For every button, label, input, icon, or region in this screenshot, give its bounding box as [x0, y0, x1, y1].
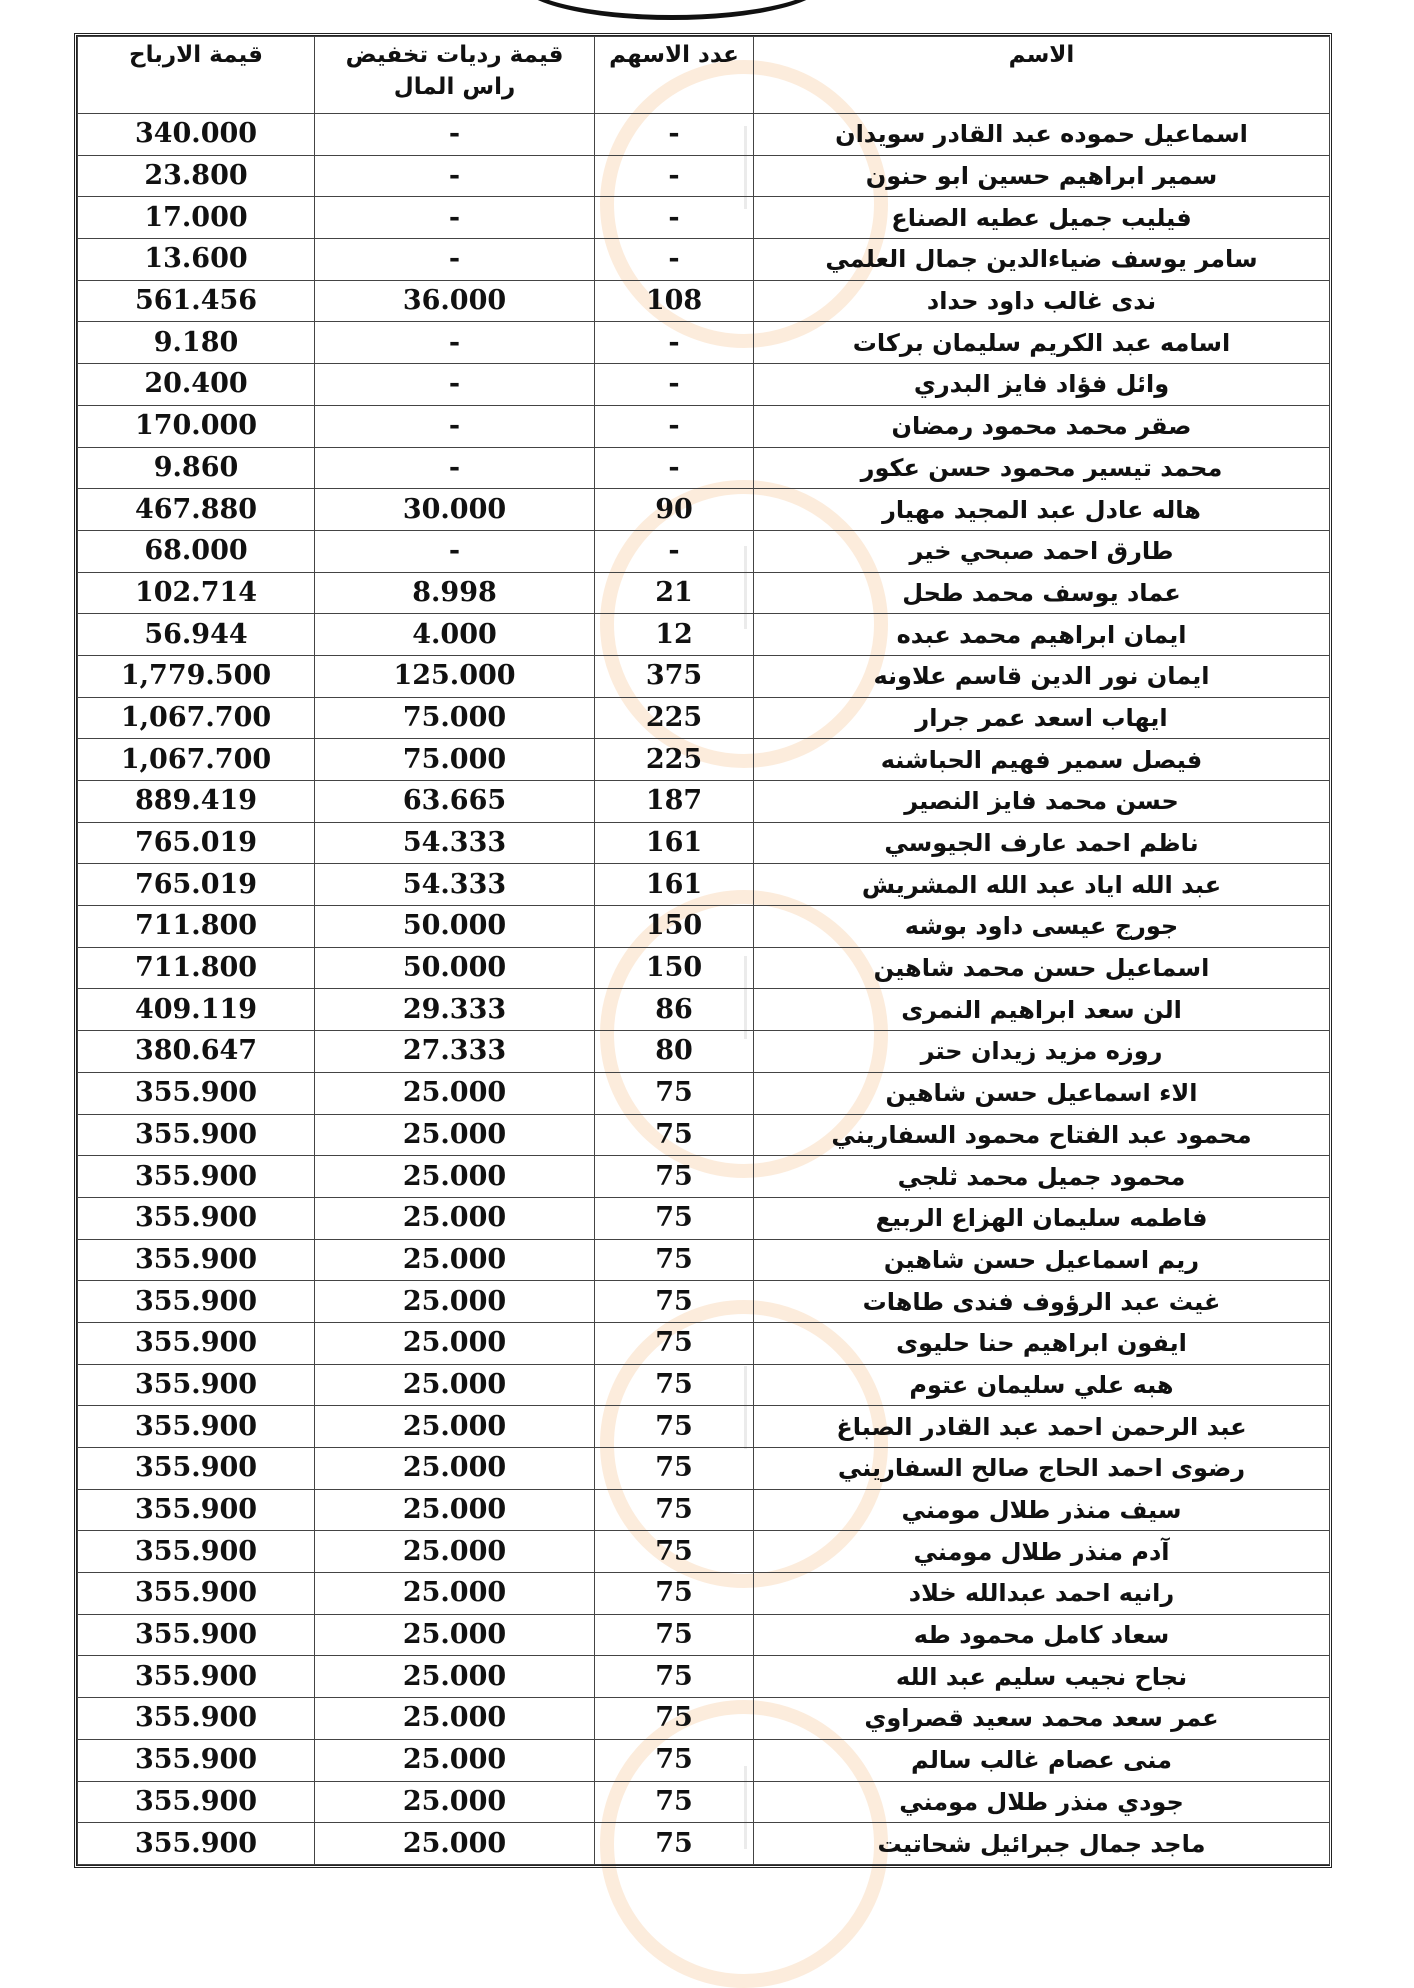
table-row — [78, 1114, 1330, 1156]
cell-shares: 187 — [595, 781, 754, 823]
cell-profit: 355.900 — [78, 1197, 315, 1239]
cell-refund: 25.000 — [315, 1114, 595, 1156]
cell-name: فاطمه سليمان الهزاع الربيع — [754, 1197, 1330, 1239]
cell-name: طارق احمد صبحي خير — [754, 530, 1330, 572]
cell-name: سمير ابراهيم حسين ابو حنون — [754, 155, 1330, 197]
cell-shares: - — [595, 405, 754, 447]
cell-shares: 75 — [595, 1322, 754, 1364]
cell-shares: 75 — [595, 1531, 754, 1573]
cell-refund: 50.000 — [315, 947, 595, 989]
table-row — [78, 1197, 1330, 1239]
table-row — [78, 697, 1330, 739]
cell-refund: 27.333 — [315, 1031, 595, 1073]
cell-refund: 36.000 — [315, 280, 595, 322]
cell-shares: 225 — [595, 697, 754, 739]
cell-refund: 8.998 — [315, 572, 595, 614]
cell-profit: 17.000 — [78, 197, 315, 239]
cell-profit: 355.900 — [78, 1114, 315, 1156]
table-row — [78, 1489, 1330, 1531]
cell-shares: - — [595, 364, 754, 406]
cell-profit: 355.900 — [78, 1614, 315, 1656]
cell-name: غيث عبد الرؤوف فندى طاهات — [754, 1281, 1330, 1323]
cell-refund: 75.000 — [315, 697, 595, 739]
cell-name: الاء اسماعيل حسن شاهين — [754, 1072, 1330, 1114]
cell-profit: 467.880 — [78, 489, 315, 531]
cell-shares: 75 — [595, 1281, 754, 1323]
cell-refund: 54.333 — [315, 864, 595, 906]
cell-shares: 75 — [595, 1448, 754, 1490]
table-row — [78, 1531, 1330, 1573]
cell-refund: 25.000 — [315, 1698, 595, 1740]
cell-profit: 1,779.500 — [78, 655, 315, 697]
cell-profit: 56.944 — [78, 614, 315, 656]
cell-profit: 1,067.700 — [78, 739, 315, 781]
cell-shares: 75 — [595, 1364, 754, 1406]
cell-refund: 25.000 — [315, 1739, 595, 1781]
cell-profit: 355.900 — [78, 1239, 315, 1281]
cell-name: فيصل سمير فهيم الحباشنه — [754, 739, 1330, 781]
cell-name: جورج عيسى داود بوشه — [754, 906, 1330, 948]
cell-shares: 108 — [595, 280, 754, 322]
table-row — [78, 1739, 1330, 1781]
table-row — [78, 614, 1330, 656]
header-refund: قيمة رديات تخفيض راس المال — [315, 37, 595, 114]
cell-name: ايفون ابراهيم حنا حليوى — [754, 1322, 1330, 1364]
cell-name: منى عصام غالب سالم — [754, 1739, 1330, 1781]
cell-shares: 75 — [595, 1114, 754, 1156]
cell-name: هبه علي سليمان عتوم — [754, 1364, 1330, 1406]
cell-refund: 63.665 — [315, 781, 595, 823]
cell-name: عمر سعد محمد سعيد قصراوي — [754, 1698, 1330, 1740]
table-row — [78, 1406, 1330, 1448]
cell-name: جودي منذر طلال مومني — [754, 1781, 1330, 1823]
cell-shares: 75 — [595, 1823, 754, 1865]
table-row — [78, 739, 1330, 781]
cell-refund: - — [315, 530, 595, 572]
table-row — [78, 947, 1330, 989]
cell-shares: 161 — [595, 864, 754, 906]
cell-name: محمود جميل محمد ثلجي — [754, 1156, 1330, 1198]
cell-profit: 889.419 — [78, 781, 315, 823]
cell-name: سامر يوسف ضياءالدين جمال العلمي — [754, 239, 1330, 281]
cell-profit: 340.000 — [78, 114, 315, 156]
cell-name: ناظم احمد عارف الجيوسي — [754, 822, 1330, 864]
cell-name: سعاد كامل محمود طه — [754, 1614, 1330, 1656]
cell-name: سيف منذر طلال مومني — [754, 1489, 1330, 1531]
cell-profit: 355.900 — [78, 1656, 315, 1698]
shareholders-table — [77, 36, 1330, 1865]
cell-name: الن سعد ابراهيم النمرى — [754, 989, 1330, 1031]
cell-name: هاله عادل عبد المجيد مهيار — [754, 489, 1330, 531]
cell-shares: 75 — [595, 1406, 754, 1448]
cell-refund: 25.000 — [315, 1156, 595, 1198]
cell-profit: 68.000 — [78, 530, 315, 572]
cell-refund: 25.000 — [315, 1448, 595, 1490]
cell-name: صقر محمد محمود رمضان — [754, 405, 1330, 447]
table-row — [78, 1823, 1330, 1865]
table-row — [78, 655, 1330, 697]
cell-shares: 80 — [595, 1031, 754, 1073]
cell-shares: 75 — [595, 1156, 754, 1198]
table-header-row — [78, 37, 1330, 114]
cell-profit: 355.900 — [78, 1406, 315, 1448]
cell-profit: 355.900 — [78, 1322, 315, 1364]
cell-shares: 375 — [595, 655, 754, 697]
header-profit: قيمة الارباح — [78, 37, 315, 114]
table-row — [78, 155, 1330, 197]
cell-name: حسن محمد فايز النصير — [754, 781, 1330, 823]
cell-refund: - — [315, 239, 595, 281]
cell-shares: 75 — [595, 1739, 754, 1781]
cell-shares: 75 — [595, 1072, 754, 1114]
table-row — [78, 405, 1330, 447]
cell-name: عماد يوسف محمد طحل — [754, 572, 1330, 614]
table-row — [78, 1322, 1330, 1364]
cell-profit: 355.900 — [78, 1573, 315, 1615]
table-row — [78, 1698, 1330, 1740]
cell-refund: 4.000 — [315, 614, 595, 656]
cell-refund: 25.000 — [315, 1781, 595, 1823]
table-row — [78, 822, 1330, 864]
cell-profit: 13.600 — [78, 239, 315, 281]
table-row — [78, 364, 1330, 406]
table-row — [78, 447, 1330, 489]
table-row — [78, 489, 1330, 531]
cell-refund: 25.000 — [315, 1072, 595, 1114]
cell-name: ايهاب اسعد عمر جرار — [754, 697, 1330, 739]
cell-profit: 711.800 — [78, 906, 315, 948]
table-row — [78, 1156, 1330, 1198]
cell-refund: 29.333 — [315, 989, 595, 1031]
cell-shares: 161 — [595, 822, 754, 864]
table-row — [78, 1072, 1330, 1114]
cell-shares: 225 — [595, 739, 754, 781]
cell-refund: 54.333 — [315, 822, 595, 864]
cell-shares: - — [595, 322, 754, 364]
table-row — [78, 1281, 1330, 1323]
table-row — [78, 781, 1330, 823]
table-row — [78, 1614, 1330, 1656]
cell-refund: 50.000 — [315, 906, 595, 948]
cell-refund: 25.000 — [315, 1656, 595, 1698]
cell-name: عبد الله اياد عبد الله المشريش — [754, 864, 1330, 906]
cell-shares: 75 — [595, 1698, 754, 1740]
cell-refund: 25.000 — [315, 1573, 595, 1615]
cell-name: ايمان نور الدين قاسم علاونه — [754, 655, 1330, 697]
table-row — [78, 1573, 1330, 1615]
cell-name: ندى غالب داود حداد — [754, 280, 1330, 322]
cell-refund: 25.000 — [315, 1281, 595, 1323]
cell-name: وائل فؤاد فايز البدري — [754, 364, 1330, 406]
cell-profit: 380.647 — [78, 1031, 315, 1073]
cell-profit: 355.900 — [78, 1698, 315, 1740]
header-shares: عدد الاسهم — [595, 37, 754, 114]
table-row — [78, 1448, 1330, 1490]
cell-shares: 75 — [595, 1489, 754, 1531]
cell-name: محمد تيسير محمود حسن عكور — [754, 447, 1330, 489]
cell-name: فيليب جميل عطيه الصناع — [754, 197, 1330, 239]
cell-refund: 75.000 — [315, 739, 595, 781]
cell-shares: 75 — [595, 1614, 754, 1656]
shareholders-table-frame — [74, 33, 1332, 1868]
cell-shares: 150 — [595, 906, 754, 948]
cell-profit: 170.000 — [78, 405, 315, 447]
cell-refund: 30.000 — [315, 489, 595, 531]
table-row — [78, 322, 1330, 364]
cell-profit: 711.800 — [78, 947, 315, 989]
cell-refund: - — [315, 447, 595, 489]
cell-name: رانيه احمد عبدالله خلاد — [754, 1573, 1330, 1615]
cell-name: رضوى احمد الحاج صالح السفاريني — [754, 1448, 1330, 1490]
cell-refund: - — [315, 114, 595, 156]
cell-name: اسامه عبد الكريم سليمان بركات — [754, 322, 1330, 364]
table-row — [78, 572, 1330, 614]
cell-profit: 409.119 — [78, 989, 315, 1031]
cell-refund: 25.000 — [315, 1322, 595, 1364]
cell-shares: 86 — [595, 989, 754, 1031]
cell-shares: 21 — [595, 572, 754, 614]
cell-shares: 75 — [595, 1239, 754, 1281]
cell-shares: 90 — [595, 489, 754, 531]
cell-profit: 355.900 — [78, 1531, 315, 1573]
cell-name: ايمان ابراهيم محمد عبده — [754, 614, 1330, 656]
table-row — [78, 1781, 1330, 1823]
cell-refund: 25.000 — [315, 1197, 595, 1239]
cell-profit: 355.900 — [78, 1489, 315, 1531]
cell-profit: 355.900 — [78, 1072, 315, 1114]
cell-name: آدم منذر طلال مومني — [754, 1531, 1330, 1573]
cell-profit: 355.900 — [78, 1281, 315, 1323]
cell-refund: 25.000 — [315, 1406, 595, 1448]
table-row — [78, 906, 1330, 948]
table-row — [78, 239, 1330, 281]
cell-shares: - — [595, 239, 754, 281]
cell-profit: 102.714 — [78, 572, 315, 614]
cell-shares: - — [595, 114, 754, 156]
cell-refund: 25.000 — [315, 1823, 595, 1865]
cell-shares: - — [595, 447, 754, 489]
cell-shares: - — [595, 530, 754, 572]
cell-profit: 561.456 — [78, 280, 315, 322]
table-row — [78, 197, 1330, 239]
cell-refund: 25.000 — [315, 1614, 595, 1656]
table-row — [78, 530, 1330, 572]
cell-shares: - — [595, 197, 754, 239]
table-row — [78, 989, 1330, 1031]
cell-profit: 765.019 — [78, 864, 315, 906]
cell-profit: 355.900 — [78, 1448, 315, 1490]
cell-name: اسماعيل حسن محمد شاهين — [754, 947, 1330, 989]
cell-profit: 355.900 — [78, 1823, 315, 1865]
table-row — [78, 1031, 1330, 1073]
cell-profit: 355.900 — [78, 1156, 315, 1198]
table-row — [78, 1656, 1330, 1698]
cell-shares: 75 — [595, 1781, 754, 1823]
cell-profit: 9.180 — [78, 322, 315, 364]
table-row — [78, 114, 1330, 156]
cell-profit: 9.860 — [78, 447, 315, 489]
cell-shares: 150 — [595, 947, 754, 989]
cell-shares: 75 — [595, 1197, 754, 1239]
cell-name: اسماعيل حموده عبد القادر سويدان — [754, 114, 1330, 156]
cell-name: روزه مزيد زيدان حتر — [754, 1031, 1330, 1073]
table-body — [78, 114, 1330, 1865]
cell-name: نجاح نجيب سليم عبد الله — [754, 1656, 1330, 1698]
cell-refund: - — [315, 405, 595, 447]
cell-refund: - — [315, 364, 595, 406]
cell-profit: 20.400 — [78, 364, 315, 406]
table-row — [78, 1364, 1330, 1406]
cell-profit: 355.900 — [78, 1739, 315, 1781]
cell-name: عبد الرحمن احمد عبد القادر الصباغ — [754, 1406, 1330, 1448]
table-row — [78, 864, 1330, 906]
cell-shares: 12 — [595, 614, 754, 656]
cell-refund: - — [315, 322, 595, 364]
cell-refund: 25.000 — [315, 1531, 595, 1573]
cell-profit: 765.019 — [78, 822, 315, 864]
cell-refund: 25.000 — [315, 1364, 595, 1406]
table-row — [78, 280, 1330, 322]
cell-name: ريم اسماعيل حسن شاهين — [754, 1239, 1330, 1281]
table-row — [78, 1239, 1330, 1281]
cell-refund: 25.000 — [315, 1489, 595, 1531]
cell-profit: 355.900 — [78, 1364, 315, 1406]
cell-profit: 355.900 — [78, 1781, 315, 1823]
cell-name: ماجد جمال جبرائيل شحاتيت — [754, 1823, 1330, 1865]
cell-shares: - — [595, 155, 754, 197]
cell-refund: - — [315, 155, 595, 197]
cell-profit: 23.800 — [78, 155, 315, 197]
cell-shares: 75 — [595, 1656, 754, 1698]
cell-name: محمود عبد الفتاح محمود السفاريني — [754, 1114, 1330, 1156]
header-arc-decoration — [517, 0, 827, 20]
cell-refund: 125.000 — [315, 655, 595, 697]
header-name: الاسم — [754, 37, 1330, 114]
cell-refund: 25.000 — [315, 1239, 595, 1281]
cell-profit: 1,067.700 — [78, 697, 315, 739]
cell-shares: 75 — [595, 1573, 754, 1615]
cell-refund: - — [315, 197, 595, 239]
